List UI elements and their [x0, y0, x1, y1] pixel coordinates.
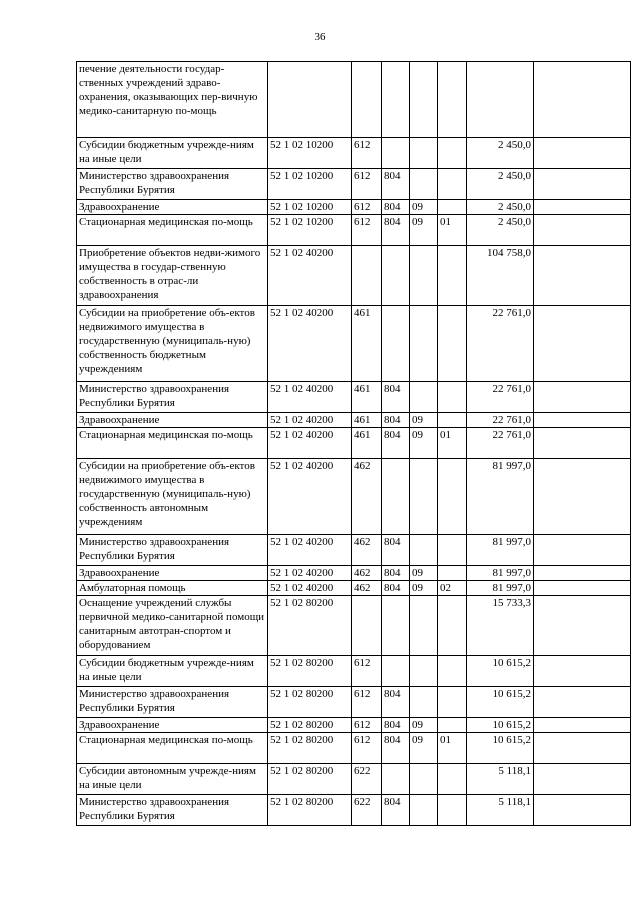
table-row [77, 62, 631, 138]
row-expense-type [352, 246, 382, 306]
row-empty-cell [534, 535, 631, 566]
row-amount: 10 615,2 [467, 718, 534, 733]
table-row [77, 382, 631, 413]
row-name: Здравоохранение [77, 200, 268, 215]
row-subsection: 02 [438, 581, 467, 596]
table-row [77, 718, 631, 733]
row-target-article: 52 1 02 80200 [268, 596, 352, 656]
row-expense-type: 461 [352, 382, 382, 413]
row-amount: 81 997,0 [467, 581, 534, 596]
row-section [410, 138, 438, 169]
row-subsection [438, 596, 467, 656]
row-name: Стационарная медицинская по-мощь [77, 428, 268, 459]
row-name: Здравоохранение [77, 413, 268, 428]
row-section [410, 246, 438, 306]
row-target-article: 52 1 02 40200 [268, 246, 352, 306]
table-row [77, 169, 631, 200]
row-section: 09 [410, 413, 438, 428]
row-amount: 104 758,0 [467, 246, 534, 306]
row-amount: 81 997,0 [467, 566, 534, 581]
row-ministry-code: 804 [382, 169, 410, 200]
row-subsection [438, 246, 467, 306]
row-empty-cell [534, 687, 631, 718]
row-empty-cell [534, 733, 631, 764]
row-expense-type: 612 [352, 656, 382, 687]
row-subsection [438, 169, 467, 200]
row-subsection: 01 [438, 215, 467, 246]
row-amount: 2 450,0 [467, 200, 534, 215]
table-row [77, 795, 631, 826]
row-ministry-code [382, 246, 410, 306]
row-expense-type: 612 [352, 215, 382, 246]
row-target-article: 52 1 02 10200 [268, 169, 352, 200]
row-amount: 5 118,1 [467, 764, 534, 795]
row-expense-type: 612 [352, 718, 382, 733]
row-amount: 22 761,0 [467, 413, 534, 428]
row-expense-type: 612 [352, 687, 382, 718]
row-target-article [268, 62, 352, 138]
row-expense-type [352, 596, 382, 656]
row-subsection [438, 382, 467, 413]
row-target-article: 52 1 02 40200 [268, 535, 352, 566]
row-ministry-code [382, 306, 410, 382]
row-section: 09 [410, 215, 438, 246]
table-row [77, 215, 631, 246]
row-target-article: 52 1 02 80200 [268, 687, 352, 718]
row-section: 09 [410, 718, 438, 733]
row-amount: 10 615,2 [467, 687, 534, 718]
row-subsection [438, 306, 467, 382]
row-empty-cell [534, 428, 631, 459]
row-expense-type: 462 [352, 566, 382, 581]
row-name: Субсидии на приобретение объ-ектов недвижимого имущества в государственную (муниципаль-ную) собственность автономным учреждениям [77, 459, 268, 535]
row-section [410, 687, 438, 718]
row-empty-cell [534, 215, 631, 246]
row-amount: 2 450,0 [467, 138, 534, 169]
row-ministry-code: 804 [382, 566, 410, 581]
row-ministry-code [382, 62, 410, 138]
row-subsection [438, 138, 467, 169]
row-subsection [438, 566, 467, 581]
row-empty-cell [534, 169, 631, 200]
row-ministry-code: 804 [382, 535, 410, 566]
row-subsection [438, 459, 467, 535]
row-target-article: 52 1 02 40200 [268, 428, 352, 459]
row-section [410, 764, 438, 795]
row-amount: 2 450,0 [467, 215, 534, 246]
row-expense-type: 612 [352, 169, 382, 200]
row-name: печение деятельности государ-ственных учреждений здраво-охранения, оказывающих пер-вичную медико-санитарную по-мощь [77, 62, 268, 138]
row-ministry-code: 804 [382, 215, 410, 246]
row-amount: 5 118,1 [467, 795, 534, 826]
row-ministry-code: 804 [382, 687, 410, 718]
row-empty-cell [534, 306, 631, 382]
row-subsection [438, 656, 467, 687]
row-section [410, 535, 438, 566]
row-section [410, 795, 438, 826]
row-empty-cell [534, 596, 631, 656]
row-ministry-code: 804 [382, 428, 410, 459]
row-amount [467, 62, 534, 138]
row-amount: 15 733,3 [467, 596, 534, 656]
row-name: Оснащение учреждений службы первичной медико-санитарной помощи санитарным автотран-спортом и оборудованием [77, 596, 268, 656]
row-target-article: 52 1 02 40200 [268, 382, 352, 413]
row-ministry-code: 804 [382, 382, 410, 413]
row-name: Амбулаторная помощь [77, 581, 268, 596]
row-subsection [438, 535, 467, 566]
table-row [77, 656, 631, 687]
row-section [410, 459, 438, 535]
row-target-article: 52 1 02 40200 [268, 413, 352, 428]
table-row [77, 306, 631, 382]
row-subsection [438, 62, 467, 138]
row-section: 09 [410, 581, 438, 596]
row-empty-cell [534, 566, 631, 581]
row-target-article: 52 1 02 80200 [268, 764, 352, 795]
row-target-article: 52 1 02 40200 [268, 581, 352, 596]
row-expense-type: 461 [352, 428, 382, 459]
row-amount: 10 615,2 [467, 733, 534, 764]
table-row [77, 535, 631, 566]
row-expense-type: 622 [352, 764, 382, 795]
row-target-article: 52 1 02 80200 [268, 656, 352, 687]
row-expense-type: 462 [352, 459, 382, 535]
row-expense-type: 461 [352, 413, 382, 428]
row-ministry-code: 804 [382, 795, 410, 826]
row-ministry-code: 804 [382, 581, 410, 596]
row-name: Стационарная медицинская по-мощь [77, 733, 268, 764]
row-amount: 2 450,0 [467, 169, 534, 200]
row-empty-cell [534, 764, 631, 795]
row-empty-cell [534, 246, 631, 306]
row-name: Министерство здравоохранения Республики Бурятия [77, 687, 268, 718]
row-empty-cell [534, 62, 631, 138]
row-empty-cell [534, 413, 631, 428]
budget-table-body [77, 62, 631, 826]
row-expense-type: 462 [352, 581, 382, 596]
row-subsection: 01 [438, 428, 467, 459]
table-row [77, 200, 631, 215]
row-target-article: 52 1 02 10200 [268, 200, 352, 215]
row-target-article: 52 1 02 80200 [268, 733, 352, 764]
row-ministry-code: 804 [382, 718, 410, 733]
row-section [410, 169, 438, 200]
table-row [77, 246, 631, 306]
row-ministry-code: 804 [382, 200, 410, 215]
table-row [77, 566, 631, 581]
row-expense-type: 612 [352, 138, 382, 169]
row-empty-cell [534, 581, 631, 596]
row-expense-type: 612 [352, 200, 382, 215]
row-empty-cell [534, 718, 631, 733]
row-name: Субсидии на приобретение объ-ектов недвижимого имущества в государственную (муниципаль-ную) собственность бюджетным учреждениям [77, 306, 268, 382]
table-row [77, 596, 631, 656]
row-amount: 81 997,0 [467, 535, 534, 566]
row-target-article: 52 1 02 80200 [268, 718, 352, 733]
row-amount: 22 761,0 [467, 382, 534, 413]
row-name: Субсидии бюджетным учрежде-ниям на иные цели [77, 138, 268, 169]
row-empty-cell [534, 795, 631, 826]
row-amount: 22 761,0 [467, 428, 534, 459]
table-row [77, 459, 631, 535]
row-expense-type: 612 [352, 733, 382, 764]
row-name: Министерство здравоохранения Республики Бурятия [77, 795, 268, 826]
row-subsection [438, 718, 467, 733]
row-expense-type [352, 62, 382, 138]
row-name: Стационарная медицинская по-мощь [77, 215, 268, 246]
row-section: 09 [410, 200, 438, 215]
row-ministry-code [382, 764, 410, 795]
row-target-article: 52 1 02 10200 [268, 138, 352, 169]
row-name: Субсидии автономным учрежде-ниям на иные цели [77, 764, 268, 795]
row-amount: 10 615,2 [467, 656, 534, 687]
row-expense-type: 622 [352, 795, 382, 826]
row-target-article: 52 1 02 40200 [268, 566, 352, 581]
row-ministry-code [382, 459, 410, 535]
row-subsection [438, 413, 467, 428]
page-number: 36 [314, 31, 326, 43]
row-section: 09 [410, 428, 438, 459]
row-section [410, 306, 438, 382]
row-empty-cell [534, 656, 631, 687]
row-ministry-code: 804 [382, 413, 410, 428]
table-row [77, 581, 631, 596]
row-expense-type: 462 [352, 535, 382, 566]
row-empty-cell [534, 382, 631, 413]
row-name: Здравоохранение [77, 566, 268, 581]
row-name: Министерство здравоохранения Республики Бурятия [77, 169, 268, 200]
row-ministry-code: 804 [382, 733, 410, 764]
row-section [410, 62, 438, 138]
row-section [410, 656, 438, 687]
row-empty-cell [534, 138, 631, 169]
row-name: Министерство здравоохранения Республики Бурятия [77, 382, 268, 413]
row-target-article: 52 1 02 10200 [268, 215, 352, 246]
row-amount: 22 761,0 [467, 306, 534, 382]
row-target-article: 52 1 02 40200 [268, 306, 352, 382]
row-target-article: 52 1 02 40200 [268, 459, 352, 535]
budget-table [76, 61, 631, 826]
row-subsection [438, 795, 467, 826]
row-ministry-code [382, 596, 410, 656]
row-target-article: 52 1 02 80200 [268, 795, 352, 826]
table-row [77, 687, 631, 718]
table-row [77, 428, 631, 459]
row-name: Приобретение объектов недви-жимого имущества в государ-ственную собственность в отрас-ли здравоохранения [77, 246, 268, 306]
row-empty-cell [534, 200, 631, 215]
row-section: 09 [410, 733, 438, 764]
row-subsection [438, 200, 467, 215]
row-subsection [438, 764, 467, 795]
row-name: Субсидии бюджетным учрежде-ниям на иные цели [77, 656, 268, 687]
row-subsection: 01 [438, 733, 467, 764]
row-section [410, 596, 438, 656]
row-subsection [438, 687, 467, 718]
row-amount: 81 997,0 [467, 459, 534, 535]
table-row [77, 413, 631, 428]
row-section [410, 382, 438, 413]
row-expense-type: 461 [352, 306, 382, 382]
row-section: 09 [410, 566, 438, 581]
row-name: Министерство здравоохранения Республики Бурятия [77, 535, 268, 566]
row-name: Здравоохранение [77, 718, 268, 733]
table-row [77, 764, 631, 795]
row-ministry-code [382, 138, 410, 169]
table-row [77, 733, 631, 764]
table-row [77, 138, 631, 169]
row-ministry-code [382, 656, 410, 687]
row-empty-cell [534, 459, 631, 535]
